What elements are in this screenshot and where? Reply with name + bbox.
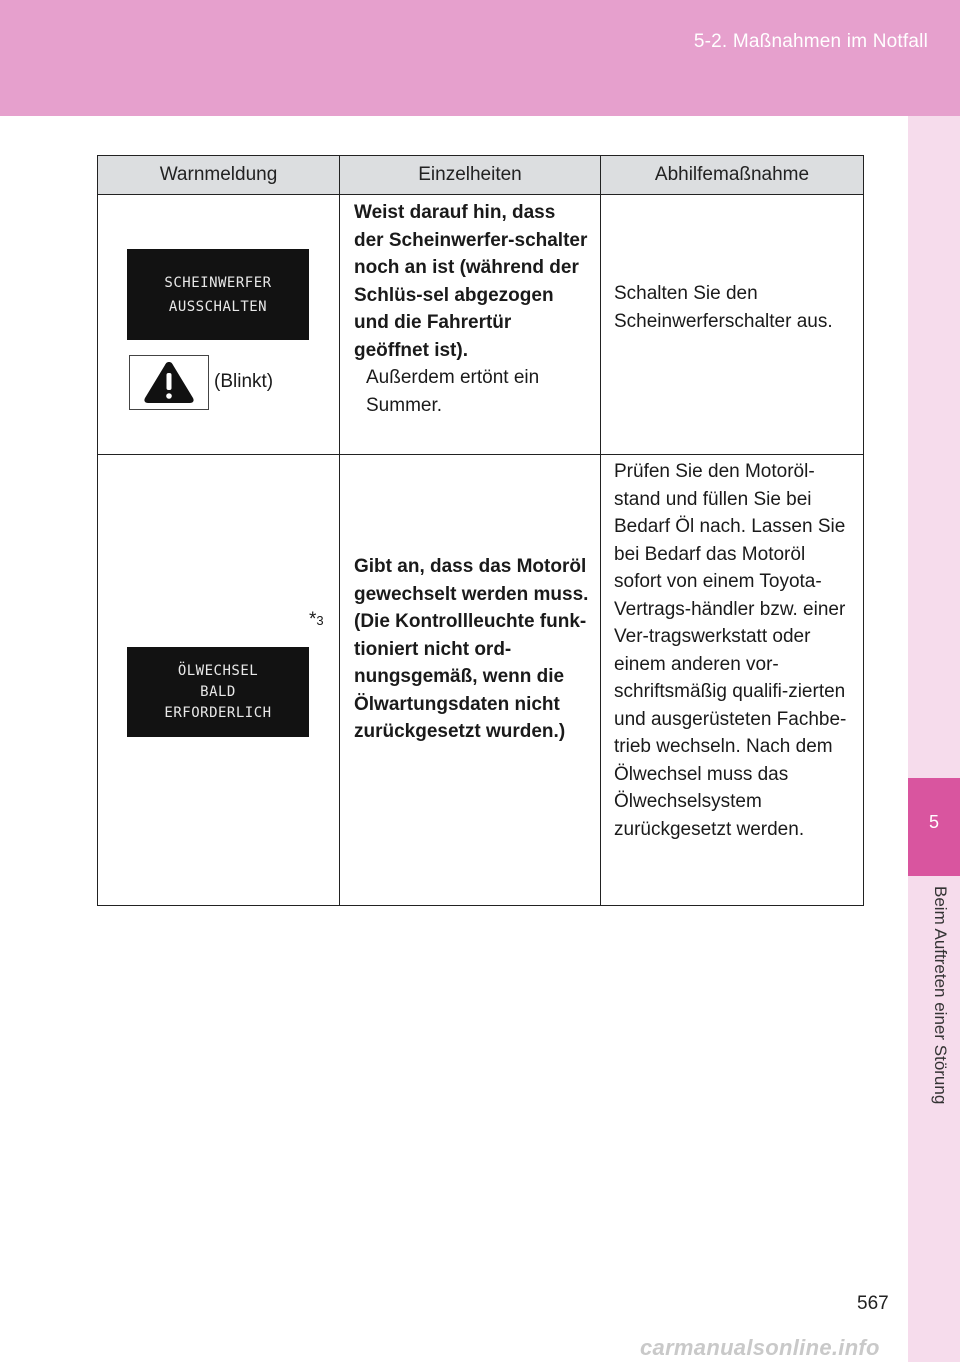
column-header-abhilfe: Abhilfemaßnahme [601,156,864,195]
details-bold: Weist darauf hin, dass der Scheinwerfer-schalter noch an ist (während der Schlüs-sel abgezogen und die Fahrertür geöffnet ist). [354,202,588,361]
footnote-marker [309,609,324,631]
master-warning-indicator [129,355,209,410]
warning-table [97,155,864,906]
details-bold: Gibt an, dass das Motoröl gewechselt werden muss. (Die Kontrollleuchte funk-tioniert nicht ord-nungsgemäß, wenn die Ölwartungsdaten nicht zurückgesetzt wurden.) [354,556,589,742]
display-line: AUSSCHALTEN [168,298,268,315]
details-text [354,199,590,419]
blink-note: (Blinkt) [214,371,274,392]
details-cell [340,195,601,455]
display-line: SCHEINWERFER [164,274,272,291]
watermark: carmanualsonline.info [640,1335,880,1360]
warning-cell [98,195,340,455]
warning-triangle-icon [130,356,208,409]
column-header-einzelheiten: Einzelheiten [340,156,601,195]
section-title: 5-2. Maßnahmen im Notfall [693,31,928,52]
remedy-text: Schalten Sie den Scheinwerferschalter aus. [614,283,833,332]
remedy-cell [601,195,864,455]
details-text [354,553,590,746]
footnote-star: * [309,609,317,630]
table-header-row [98,156,864,195]
table-row [98,455,864,906]
header-band [0,0,960,116]
chapter-number: 5 [928,812,939,832]
chapter-title: Beim Auftreten einer Störung [931,886,950,1105]
page-number: 567 [857,1293,889,1314]
display-message-scheinwerfer [127,249,309,340]
warning-cell [98,455,340,906]
side-strip [908,116,960,1362]
remedy-cell [601,455,864,906]
table-row [98,195,864,455]
details-extra: Außerdem ertönt ein Summer. [366,367,540,416]
footnote-number: 3 [316,613,324,628]
remedy-text: Prüfen Sie den Motoröl-stand und füllen Sie bei Bedarf Öl nach. Lassen Sie bei Bedarf das Motoröl sofort von einem Toyota-Vertrags-händler bzw. einer Ver-tragswerkstatt oder einem anderen vor-schriftsmäßig qualifi-zierten und ausgerüsteten Fachbe-trieb wechseln. Nach dem Ölwechsel muss das Ölwechselsystem zurückgesetzt werden. [614,461,847,840]
display-message-oelwechsel [127,647,309,737]
display-line: ÖLWECHSEL [177,662,259,679]
details-cell [340,455,601,906]
column-header-warnmeldung: Warnmeldung [98,156,340,195]
display-line: ERFORDERLICH [164,704,272,721]
display-line: BALD [200,683,236,700]
